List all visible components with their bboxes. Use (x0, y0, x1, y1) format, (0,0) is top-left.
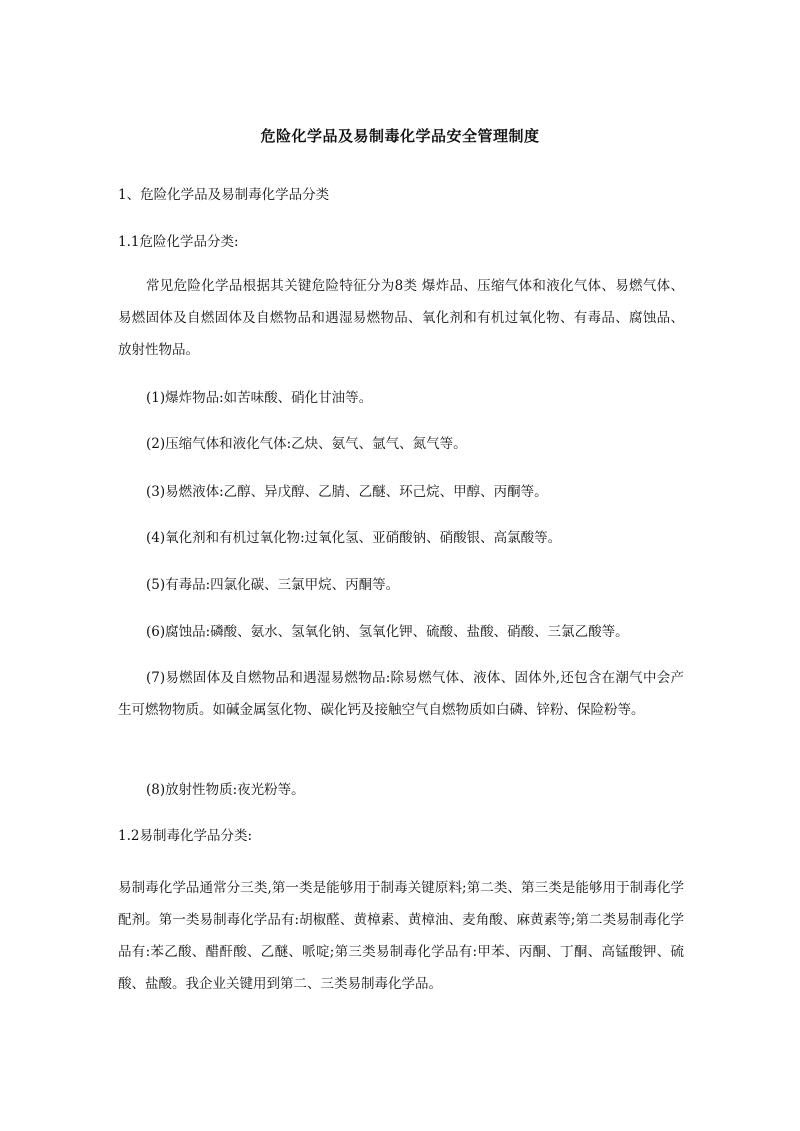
list-item-7: (7)易燃固体及自燃物品和遇湿易燃物品:除易燃气体、液体、固体外,还包含在潮气中会产生可燃物物质。如碱金属氢化物、碳化钙及接触空气自燃物质如白磷、锌粉、保险粉等。 (118, 670, 684, 718)
list-item-5: (5)有毒品:四氯化碳、三氯甲烷、丙酮等。 (146, 577, 400, 593)
precursor-paragraph: 易制毒化学品通常分三类,第一类是能够用于制毒关键原料;第二类、第三类是能够用于制毒化学配剂。第一类易制毒化学品有:胡椒醛、黄樟素、黄樟油、麦角酸、麻黄素等;第二类易制毒化学品有:苯乙酸、醋酐酸、乙醚、哌啶;第三类易制毒化学品有:甲苯、丙酮、丁酮、高锰酸钾、硫酸、盐酸。我企业关键用到第二、三类易制毒化学品。 (118, 880, 684, 992)
list-item-8: (8)放射性物质:夜光粉等。 (146, 782, 305, 798)
list-item-2: (2)压缩气体和液化气体:乙炔、氨气、氩气、氮气等。 (146, 436, 467, 452)
intro-paragraph: 常见危险化学品根据其关键危险特征分为8类 爆炸品、压缩气体和液化气体、易燃气体、易燃固体及自燃固体及自燃物品和遇湿易燃物品、氧化剂和有机过氧化物、有毒品、腐蚀品、放射性物品。 (118, 278, 684, 358)
list-item-6: (6)腐蚀品:磷酸、氨水、氢氧化钠、氢氧化钾、硫酸、盐酸、硝酸、三氯乙酸等。 (146, 624, 629, 640)
list-item-4: (4)氧化剂和有机过氧化物:过氧化氢、亚硝酸钠、硝酸银、高氯酸等。 (146, 530, 562, 546)
subsection-1-2-heading: 1.2易制毒化学品分类: (118, 828, 253, 844)
list-item-1: (1)爆炸物品:如苦味酸、硝化甘油等。 (146, 390, 373, 406)
document-title: 危险化学品及易制毒化学品安全管理制度 (260, 127, 540, 145)
subsection-1-1-heading: 1.1危险化学品分类: (118, 234, 239, 250)
section-1-heading: 1、危险化学品及易制毒化学品分类 (118, 187, 330, 203)
list-item-3: (3)易燃液体:乙醇、异戊醇、乙腈、乙醚、环己烷、甲醇、丙酮等。 (146, 484, 548, 500)
